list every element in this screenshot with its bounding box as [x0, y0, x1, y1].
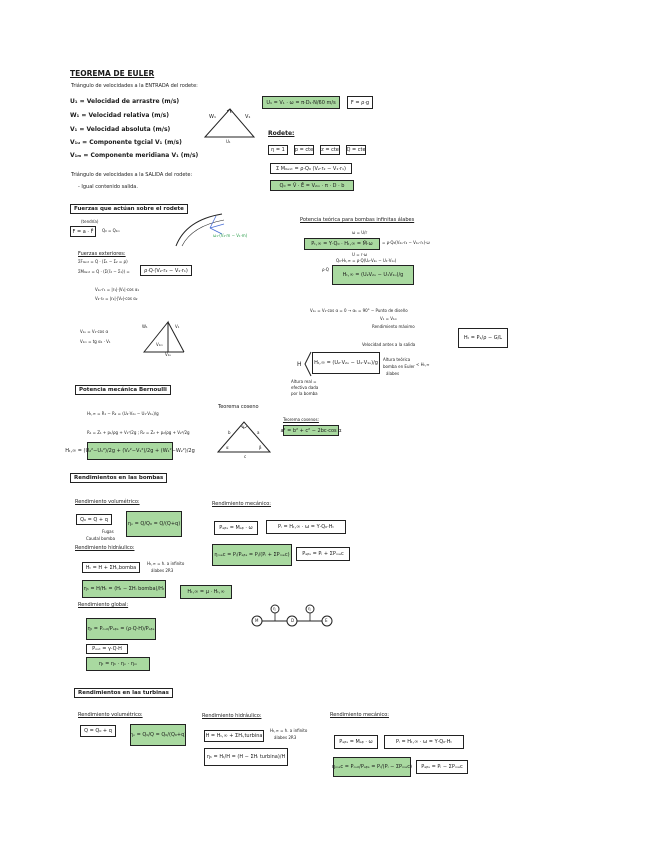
turb-mech-box1: Pₐᵦₛ = Mₐᵦ · ω [334, 735, 378, 749]
cos-alpha: α [226, 445, 229, 450]
pump-label-pq: ρ·Q [322, 267, 329, 272]
pump-h-label: H [297, 361, 302, 368]
pumps-mech-heading: Rendimiento mecánico: [212, 501, 271, 507]
inlet-heading: Triángulo de velocidades a la ENTRADA del rodete: [71, 83, 198, 89]
turb-hyd-note2: álabes 2R3 [274, 735, 297, 740]
node-d: D [291, 618, 295, 623]
outlet-note: - Igual contenido salida. [78, 184, 138, 190]
rotor-sketch [172, 210, 242, 250]
cos-side-c: c [244, 454, 247, 459]
turb-mech-heading: Rendimiento mecánico: [330, 712, 389, 718]
pump-eq-rho: = ρ·Q₀(V₂ᵤ·r₂ − V₁ᵤ·r₁)·ω [382, 240, 430, 245]
pumps-mech-box2: Pᵢ = Hₜ,∞ · ω = Y·Q₀·Hₜ [266, 520, 346, 534]
pump-note-right2: bomba en Euler [383, 364, 415, 369]
pump-entry2: V₁ = V₁ₘ [380, 316, 398, 321]
pumps-mech-box1: Pₐᵦₛ = Mₐᵦ · ω [214, 521, 258, 535]
cos-gamma: γ [242, 424, 245, 429]
turb-hyd-note1: Hₜ,∞ = h. a infinito [270, 728, 308, 733]
def-w1: W₁ = Velocidad relativa (m/s) [70, 112, 169, 119]
pump-note-left3: por la bomba [291, 391, 318, 396]
newton-note-small: (tendría) [81, 219, 99, 224]
turb-mech-box3: Pₐᵦₛ = Pᵢ − ΣPₘₑc [416, 760, 468, 774]
newton-note: Q₀ = Q₁ₘ [102, 228, 120, 233]
formula-u-box: U₁ = V₁ · ω = π·D₁·N/60 m/s [262, 96, 340, 109]
vtri-v1m: V₁ₘ [156, 342, 163, 347]
pumps-hyd-note2: álabes 2R3 [151, 568, 174, 573]
turb-hyd-heading: Rendimiento hidráulico: [202, 713, 262, 719]
cosine-triangle [214, 418, 274, 458]
forces-heading: Fuerzas que actúan sobre el rodete [70, 204, 188, 214]
vtri-l1: V₁ᵤ = V₁·cos α [80, 329, 109, 334]
ext-eq2: ΣM₀ₑₓₜ = Q · (Σ(r̄₂ − Σ₁)) = [78, 269, 130, 274]
pump-note-top: Velocidad antes a la salida [362, 342, 416, 347]
pump-right-box: Hₜ = P₁/ρ − G/L [458, 328, 508, 348]
rodete-box-q: Q = cte [346, 147, 366, 153]
pumps-hyd-green2: Hₜ,∞ = μ · Hₜ,∞ [180, 585, 232, 599]
turb-vol-eta: ηᵥ = Q₀/Q = Q₀/(Q₀+q) [130, 724, 186, 746]
rodete-heading: Rodete: [268, 130, 295, 137]
bernoulli-h3-box: Hₜ,∞ = (U₂²−U₁²)/2g + (V₂²−V₁²)/2g + (W₁²−W₂²)/2g [87, 442, 173, 460]
def-v1: V₁ = Velocidad absoluta (m/s) [70, 126, 171, 133]
rotor-label: ω₁·(V₂·m − V₁·m) [213, 233, 248, 238]
formula-f-box: F = ρ·g [347, 96, 373, 109]
bernoulli-h1: Hₜ,∞ = R₁ − R₂ = (U₂·V₂ᵤ − U₁·V₁ᵤ)/g [87, 411, 159, 416]
cos-side-a: a [257, 430, 260, 435]
pump-note-left2: efectiva dada [291, 385, 319, 390]
inlet-triangle-u: U₁ [226, 139, 231, 144]
pump-ideal-box2: Hₜ,∞ = (U₂V₂ᵤ − U₁V₁ᵤ)/g [332, 265, 414, 285]
vtri-w: W₁ [142, 324, 148, 329]
turb-vol-box: Q = Q₀ + q [80, 725, 116, 737]
def-u1: U₁ = Velocidad de arrastre (m/s) [70, 98, 180, 105]
node-e: E [325, 618, 328, 623]
rodete-power-box: Q₀ = V̄ · Ē = V₂ₘ · π · D · b [270, 180, 354, 191]
outlet-heading: Triángulo de velocidades a la SALIDA del rodete: [71, 172, 193, 178]
newton-box: F = a · F̄ [70, 226, 96, 237]
turb-hyd-eta: ηₕ = Hₜ/H = (H − ΣHᵢ turbina)/H [204, 748, 288, 766]
pump-note-right3: álabes [386, 371, 400, 376]
pump-lt-label: < Hₜ,∞ [416, 362, 430, 367]
pumps-mech-box3: Pₐᵦₛ = Pᵢ + ΣPₘₑc [296, 547, 350, 561]
pumps-vol-under2: Caudal bomba [86, 536, 116, 541]
pumps-glob-box: Pₒᵤₜ = γ·Q·H [86, 644, 128, 654]
pump-side2: U = r·ω [352, 252, 368, 257]
pump-eq2: Q₀·Hₜ,∞ = ρ·Q(U₂·V₂ᵤ − U₁·V₁ᵤ) [336, 258, 397, 263]
pump-note-right1: Altura teórica [383, 357, 411, 362]
pumps-hyd-box1: Hₜ = H + ΣHᵢ,bomba [82, 562, 140, 573]
turb-mech-box2: Pᵢ = Hₜ,∞ · ω = Y·Q₀·Hₜ [384, 735, 464, 749]
rodete-moment-box: Σ M₀ₑₓₜ = ρ·Q₀ (V₂·r₂ − V₁·r₁) [270, 163, 352, 174]
node-top-1: η [273, 606, 276, 611]
pumps-glob-heading: Rendimiento global: [78, 602, 129, 608]
inlet-triangle-w: W₁ [209, 114, 216, 120]
pump-h-box: Hₜ,∞ = (U₂·V₂ᵤ − U₁·V₁ᵤ)/g [312, 352, 380, 374]
pumps-heading: Rendimientos en las bombas [70, 473, 167, 483]
theory-heading: Teorema coseno [218, 404, 259, 410]
ext-eq1: ΣF₀ₑₓₜ = Q · (Σ₁ − Σ₂ = ρ) [78, 259, 128, 264]
pumps-vol-box: Q₀ = Q + q [76, 514, 112, 525]
turb-mech-green: ηₘₑc = Pₒᵤₜ/Pₐᵦₛ = Pᵢ/(Pᵢ − ΣPₘₑc) [333, 757, 411, 777]
cos-box: a² = b² + c² − 2bc·cos α [283, 425, 339, 436]
pump-side1: ω = U/r [352, 230, 368, 235]
pump-ideal-box1: Pₜ,∞ = Y·Q₀ · Hₜ,∞ = M̄·ω [304, 238, 380, 250]
pumps-vol-heading: Rendimiento volumétrico: [75, 499, 140, 505]
def-v1m: V₁ₘ = Componente meridiana V₁ (m/s) [70, 152, 199, 159]
bernoulli-h2: R₁ = Z₁ + p₁/ρg + V₁²/2g ; R₂ = Z₂ + p₂/ρg + V₂²/2g [87, 430, 190, 435]
def-v1u: V₁ᵤ = Componente tgcial V₁ (m/s) [70, 139, 182, 146]
pumps-mech-green: ηₘₑc = Pᵢ/Pₐᵦₛ = Pᵢ/(Pᵢ + ΣPₘₑc) [212, 544, 292, 566]
pump-entry3: Rendimiento máximo [372, 324, 415, 329]
cos-side-b: b [228, 430, 231, 435]
ext-v2: V₂·r₂ = |r₂|·|V₂|·cos α₂ [95, 296, 138, 301]
ext-forces-heading: Fuerzas exteriores: [78, 251, 126, 257]
page-title: TEOREMA DE EULER [70, 69, 155, 78]
ext-eq2-box: ρ·Q·(V₂·r₂ − V₁·r₁) [140, 265, 192, 276]
ext-v1: V₁ᵤ·r₁ = |r₁|·|V₁|·cos α₁ [95, 287, 140, 292]
vtri-l2: V₁ₘ = tg α₁ · V₁ [80, 339, 111, 344]
cos-subheading: Teorema cosenos: [283, 417, 319, 422]
pumps-vol-under1: Fugas [102, 529, 114, 534]
pumps-hyd-eta: ηₕ = H/Hₜ = (Hₜ − ΣHᵢ bomba)/Hₜ [82, 580, 166, 598]
pump-entry1: V₁ᵤ = V₁·cos α = 0 → α₁ = 90° − Punto de diseño [310, 308, 408, 313]
pumps-hyd-note1: Hₜ,∞ = h. a infinito [147, 561, 185, 566]
node-m: M [255, 618, 259, 623]
rodete-box-z: z = cte [321, 147, 339, 153]
node-top-2: η [308, 606, 311, 611]
pump-ideal-heading: Potencia teórica para bombas infinitas álabes [300, 217, 415, 223]
bernoulli-heading: Potencia mecánica Bernoulli [75, 385, 171, 395]
rodete-box-eta: η = 1 [268, 145, 288, 155]
turb-vol-heading: Rendimiento volumétrico: [78, 712, 143, 718]
pumps-vol-eta: ηᵥ = Q/Q₀ = Q/(Q+q) [126, 511, 182, 537]
pump-note-left1: Altura real = [291, 379, 317, 384]
vtri-v: V₁ [175, 324, 180, 329]
vtri-v1u: V₁ᵤ [165, 352, 171, 357]
turbines-heading: Rendimientos en las turbinas [74, 688, 173, 698]
inlet-triangle-v: V₁ [245, 114, 251, 120]
pumps-glob-prod: ηₜ = ηₕ · ηᵥ · ηₘ [86, 657, 150, 671]
rodete-box-p: p = cte [294, 147, 314, 153]
cos-beta: β [259, 445, 262, 450]
pumps-hyd-heading: Rendimiento hidráulico: [75, 545, 135, 551]
turb-hyd-box1: H = Hₜ,∞ + ΣHᵢ,turbina [204, 730, 264, 742]
pumps-glob-eta: ηₜ = Pₒᵤₜ/Pₐᵦₛ = (ρ·Q·H)/Pₐᵦₛ [86, 618, 156, 640]
